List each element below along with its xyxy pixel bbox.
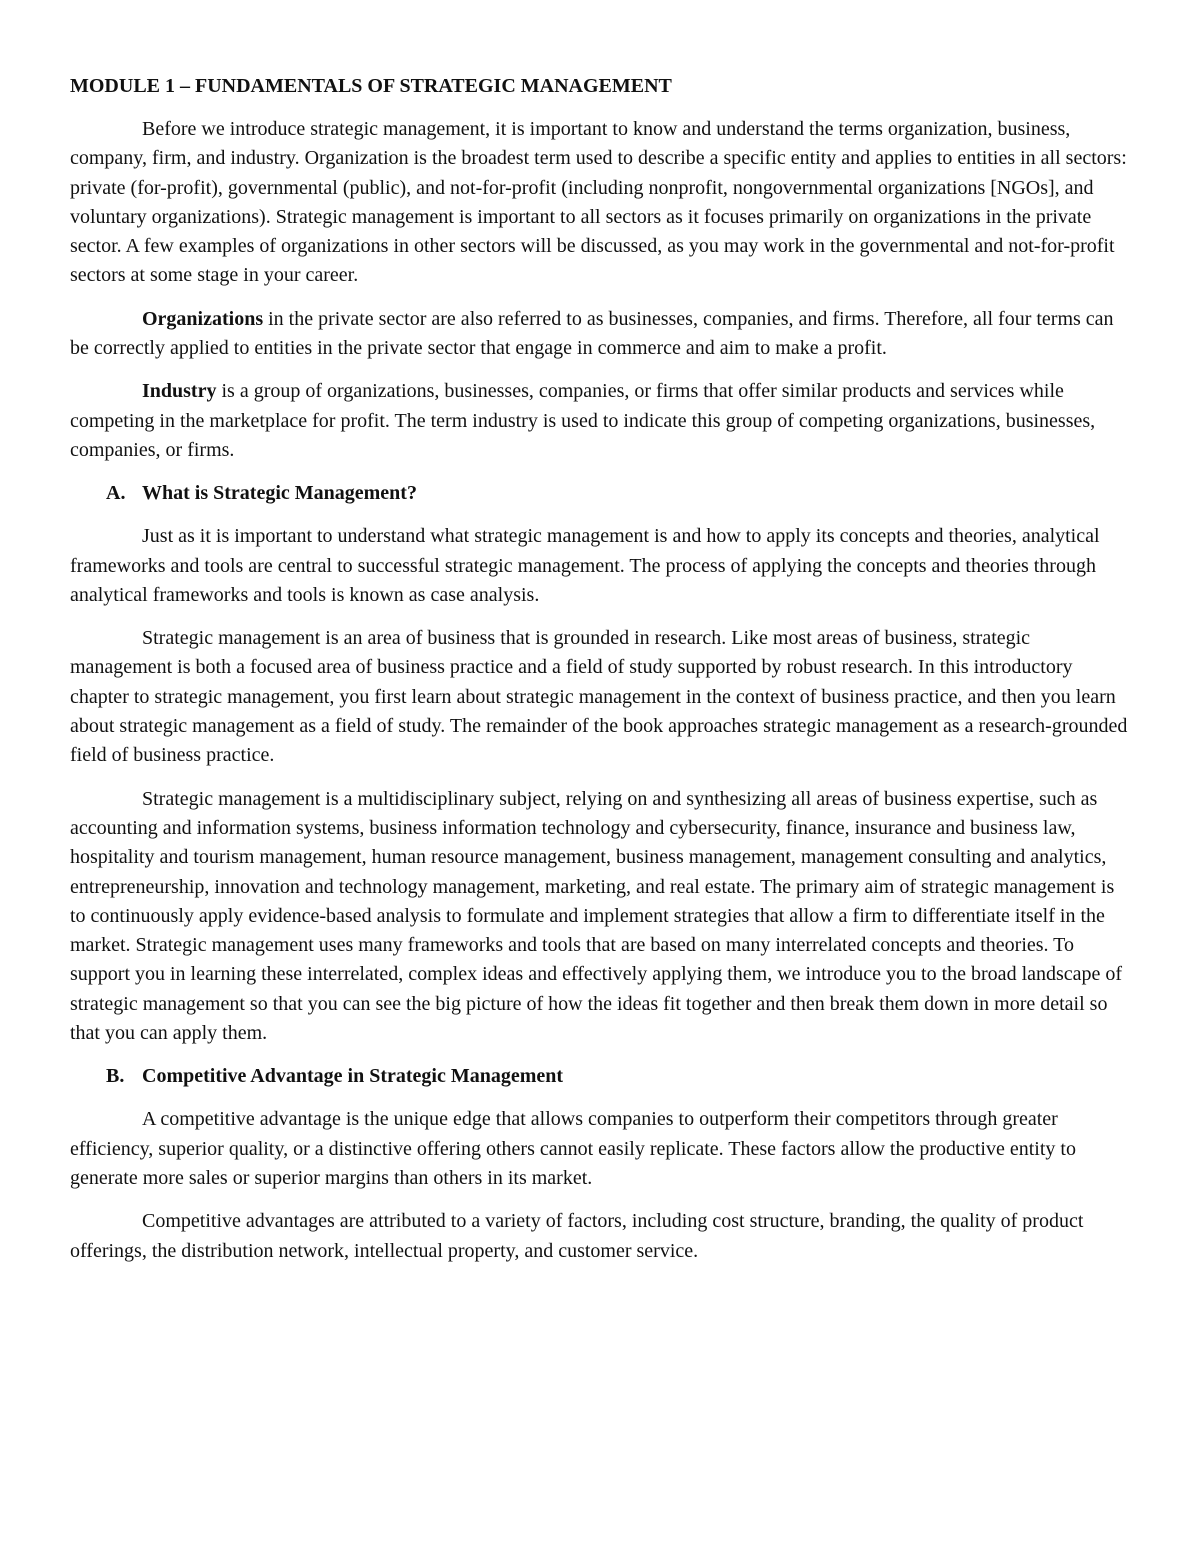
section-b-marker: B.: [106, 1065, 125, 1088]
section-a-marker: A.: [106, 482, 126, 505]
section-a-title: What is Strategic Management?: [142, 482, 417, 505]
organizations-paragraph: [70, 305, 1130, 364]
section-b-title: Competitive Advantage in Strategic Management: [142, 1065, 564, 1088]
industry-paragraph: [70, 377, 1130, 465]
section-a-paragraph-1: Just as it is important to understand what strategic management is and how to apply its concepts and theories, analytical frameworks and tools are central to successful strategic management. The process of applying the concepts and theories through analytical frameworks and tools is known as case analysis.: [70, 525, 1100, 606]
section-a-heading: [70, 479, 1130, 508]
section-b-paragraph-1: A competitive advantage is the unique edge that allows companies to outperform their competitors through greater efficiency, superior quality, or a distinctive offering others cannot easily replicate. These factors allow the productive entity to generate more sales or superior margins than others in its market.: [70, 1108, 1076, 1189]
section-b-paragraph-2: Competitive advantages are attributed to a variety of factors, including cost structure, branding, the quality of product offerings, the distribution network, intellectual property, and customer service.: [70, 1210, 1084, 1262]
organizations-term: Organizations: [142, 307, 264, 330]
document-page: [70, 72, 1130, 1280]
organizations-text: in the private sector are also referred to as businesses, companies, and firms. Therefore, all four terms can be correctly applied to entities in the private sector that engage in commerce and aim to make a profit.: [70, 307, 1114, 360]
industry-text: is a group of organizations, businesses, companies, or firms that offer similar products and services while competing in the marketplace for profit. The term industry is used to indicate this group of competing organizations, businesses, companies, or firms.: [70, 380, 1096, 461]
intro-paragraph: Before we introduce strategic management, it is important to know and understand the terms organization, business, company, firm, and industry. Organization is the broadest term used to describe a specific entity and applies to entities in all sectors: private (for-profit), governmental (public), and not-for-profit (including nonprofit, nongovernmental organizations [NGOs], and voluntary organizations). Strategic management is important to all sectors as it focuses primarily on organizations in the private sector. A few examples of organizations in other sectors will be discussed, as you may work in the governmental and not-for-profit sectors at some stage in your career.: [70, 118, 1127, 287]
section-a-paragraph-2: Strategic management is an area of business that is grounded in research. Like most areas of business, strategic management is both a focused area of business practice and a field of study supported by robust research. In this introductory chapter to strategic management, you first learn about strategic management in the context of business practice, and then you learn about strategic management as a field of study. The remainder of the book approaches strategic management as a research-grounded field of business practice.: [70, 627, 1128, 767]
section-b-heading: [70, 1062, 1130, 1091]
module-title: MODULE 1 – FUNDAMENTALS OF STRATEGIC MANAGEMENT: [70, 75, 672, 97]
section-a-paragraph-3: Strategic management is a multidisciplinary subject, relying on and synthesizing all areas of business expertise, such as accounting and information systems, business information technology and cybersecurity, finance, insurance and business law, hospitality and tourism management, human resource management, business management, management consulting and analytics, entrepreneurship, innovation and technology management, marketing, and real estate. The primary aim of strategic management is to continuously apply evidence-based analysis to formulate and implement strategies that allow a firm to differentiate itself in the market. Strategic management uses many frameworks and tools that are based on many interrelated concepts and theories. To support you in learning these interrelated, complex ideas and effectively applying them, we introduce you to the broad landscape of strategic management so that you can see the big picture of how the ideas fit together and then break them down in more detail so that you can apply them.: [70, 787, 1123, 1045]
industry-term: Industry: [142, 380, 217, 403]
